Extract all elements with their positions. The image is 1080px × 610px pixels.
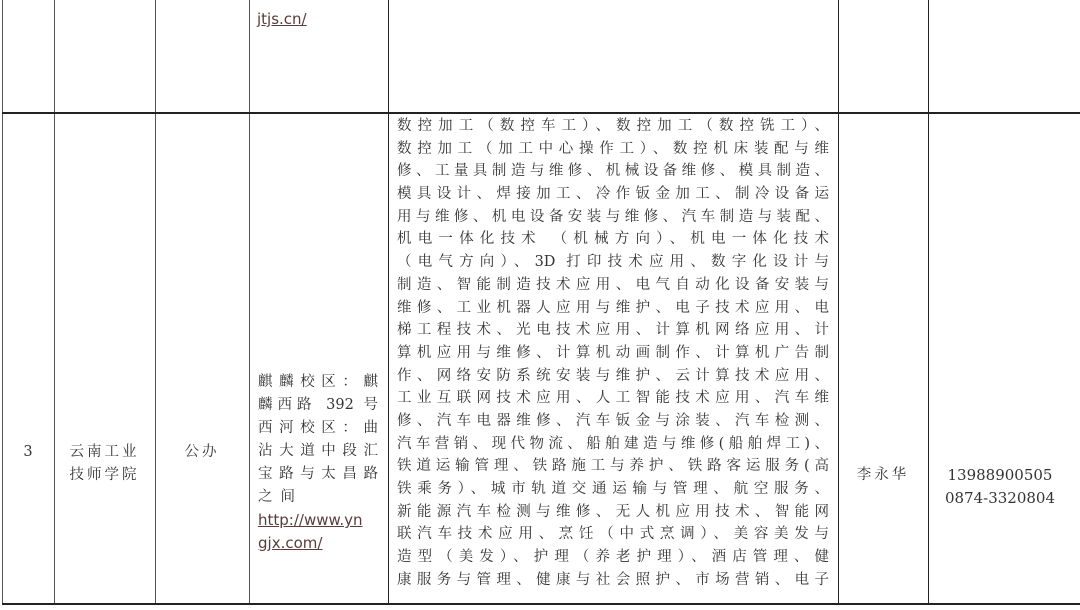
contact-phones [928, 464, 1072, 510]
website-link[interactable] [258, 509, 378, 555]
majors-line: 修、工量具制造与维修、机械设备维修、模具制造、 [397, 163, 829, 180]
majors-line: 制造、智能制造技术应用、电气自动化设备安装与 [397, 276, 829, 293]
school-name-line: 技师学院 [69, 467, 140, 483]
majors-line: 铁道运输管理、铁路施工与养护、铁路客运服务(高 [397, 458, 829, 475]
majors-line: 模具设计、焊接加工、冷作钣金加工、制冷设备运 [397, 186, 829, 203]
majors-line: 维修、工业机器人应用与维护、电子技术应用、电 [397, 299, 829, 316]
address-line: 西河校区：曲 [258, 420, 378, 436]
website-link-line[interactable]: gjx.com/ [258, 534, 323, 552]
website-link-prev[interactable]: jtjs.cn/ [257, 10, 307, 28]
column-divider [838, 0, 839, 604]
row-index: 3 [23, 444, 33, 460]
address-line: 宝路与太昌路 [258, 466, 378, 482]
table-border-left [2, 0, 3, 604]
column-divider [54, 0, 55, 604]
majors-line: 新能源汽车检测与维修、无人机应用技术、智能网 [397, 503, 829, 520]
majors-line: 数控加工（加工中心操作工）、数控机床装配与维 [397, 140, 829, 157]
table-border-bottom [2, 603, 1080, 605]
majors-line: 造型（美发）、护理（养老护理）、酒店管理、健 [397, 549, 829, 566]
majors-line: 作、网络安防系统安装与维护、云计算技术应用、 [397, 367, 829, 384]
majors-line: 数控加工（数控车工）、数控加工（数控铣工）、 [397, 118, 829, 134]
school-type: 公办 [184, 444, 220, 460]
majors-line: 康服务与管理、健康与社会照护、市场营销、电子 [397, 571, 829, 588]
majors-line: 算机应用与维修、计算机动画制作、计算机广告制 [397, 344, 829, 361]
address-line: 之间 [258, 489, 303, 505]
column-divider [155, 0, 156, 604]
column-divider [249, 0, 250, 604]
majors-line: 机电一体化技术 （机械方向）、机电一体化技术 [397, 231, 829, 248]
majors-line: 汽车营销、现代物流、船舶建造与维修(船舶焊工)、 [397, 435, 829, 452]
address-line: 麒麟校区：麒 [258, 374, 378, 390]
majors-line: 铁乘务）、城市轨道交通运输与管理、航空服务、 [397, 481, 829, 497]
column-divider [388, 0, 389, 604]
phone-mobile: 13988900505 [947, 466, 1053, 484]
majors-line: 修、汽车电器维修、汽车钣金与涂装、汽车检测、 [397, 412, 829, 429]
column-divider [928, 0, 929, 604]
school-name-line: 云南工业 [69, 444, 140, 460]
address-line: 沾大道中段汇 [258, 443, 378, 459]
majors-line: 用与维修、机电设备安装与维修、汽车制造与装配、 [397, 208, 829, 225]
address-line: 麟西路 392 号 [258, 397, 378, 413]
row-divider [2, 112, 1080, 114]
phone-landline: 0874-3320804 [944, 489, 1056, 507]
majors-line: 工业互联网技术应用、人工智能技术应用、汽车维 [397, 390, 829, 407]
school-name [54, 441, 155, 487]
address [258, 371, 378, 555]
contact-name: 李永华 [856, 467, 910, 483]
website-link-line[interactable]: http://www.yn [258, 511, 363, 529]
majors-line: 梯工程技术、光电技术应用、计算机网络应用、计 [397, 322, 829, 339]
majors-line: 联汽车技术应用、烹饪（中式烹调）、美容美发与 [397, 526, 829, 543]
majors-line: （电气方向）、3D 打印技术应用、数字化设计与 [397, 254, 829, 271]
majors-list [397, 115, 829, 591]
